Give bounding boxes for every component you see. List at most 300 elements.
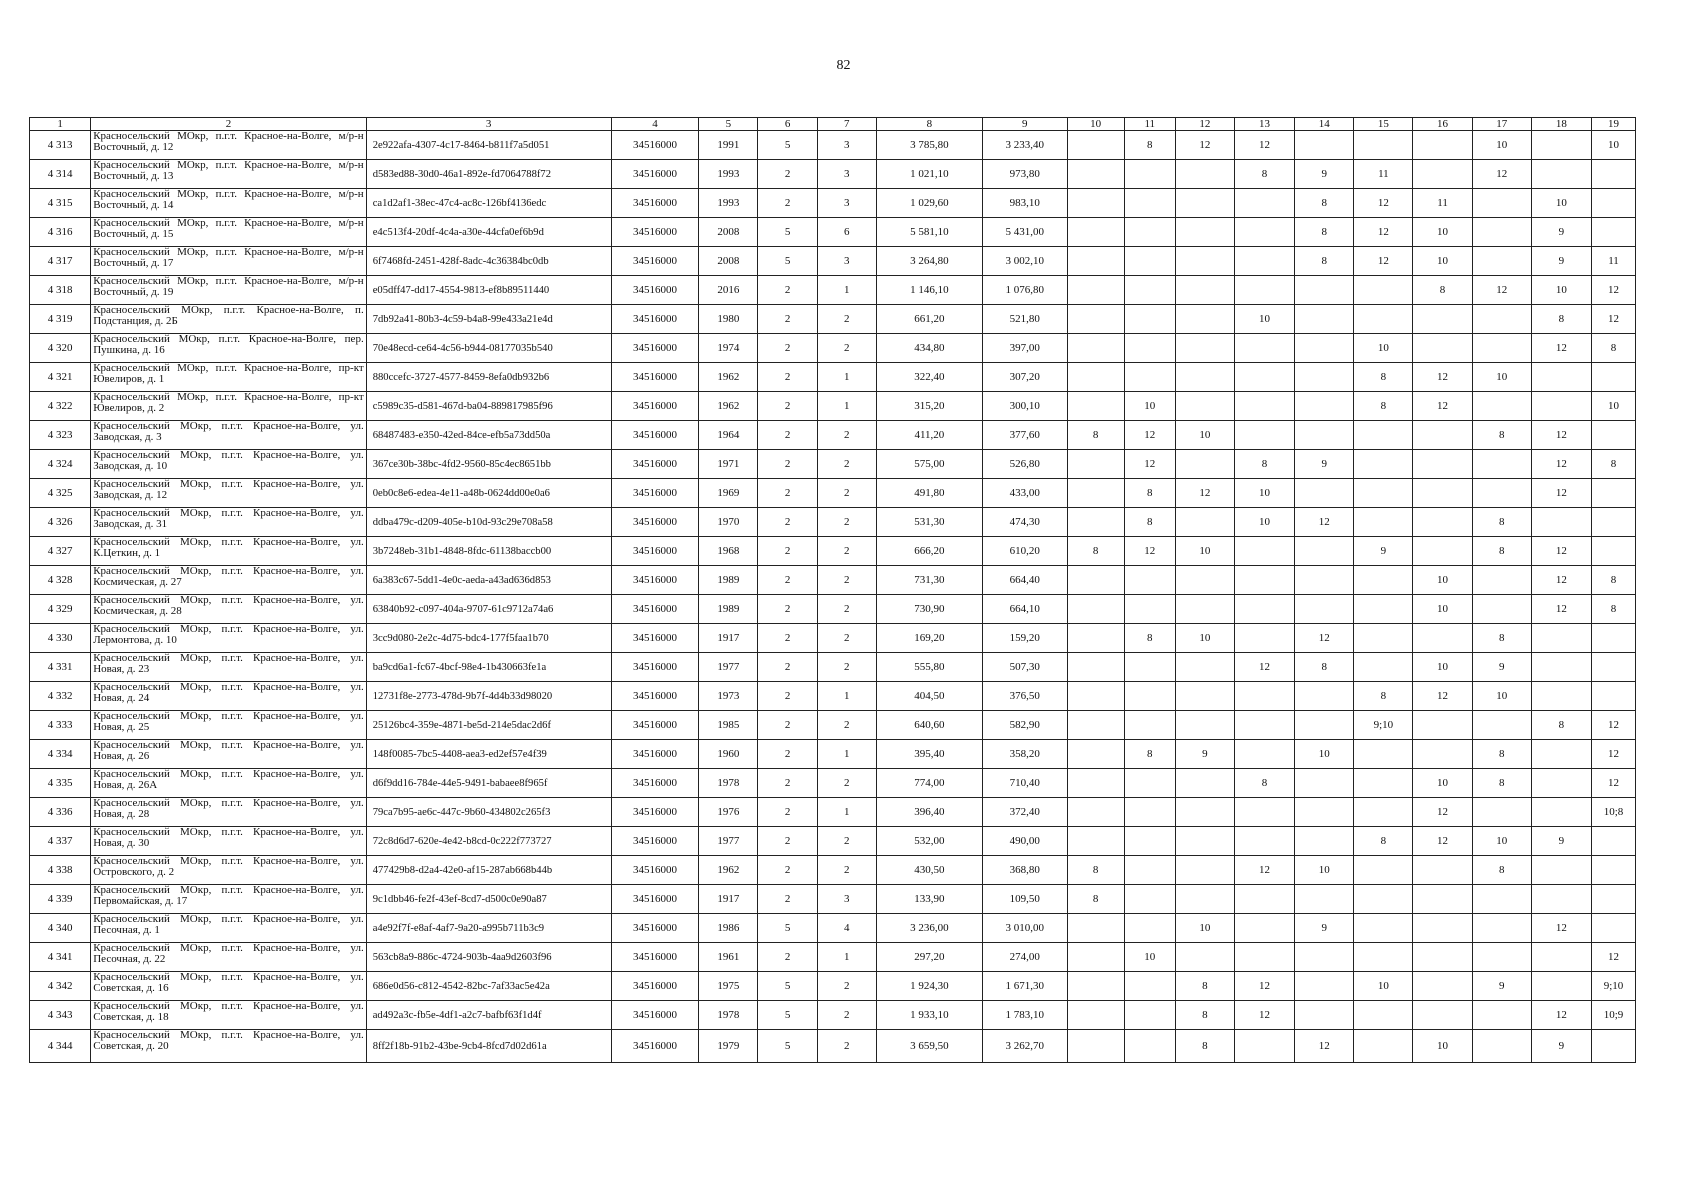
schedule-cell-col-18: 12 xyxy=(1531,1001,1591,1030)
schedule-cell-col-12 xyxy=(1175,218,1234,247)
schedule-cell-col-19: 12 xyxy=(1591,769,1635,798)
total-area-cell: 430,50 xyxy=(876,856,982,885)
living-area-cell: 664,40 xyxy=(982,566,1067,595)
year-built-cell: 1917 xyxy=(699,624,758,653)
entrances-cell: 2 xyxy=(817,972,876,1001)
schedule-cell-col-16: 10 xyxy=(1413,1030,1472,1063)
oktmo-code-cell: 34516000 xyxy=(611,1030,699,1063)
schedule-cell-col-14 xyxy=(1295,131,1354,160)
schedule-cell-col-16 xyxy=(1413,972,1472,1001)
schedule-cell-col-16 xyxy=(1413,334,1472,363)
year-built-cell: 1977 xyxy=(699,827,758,856)
row-number: 4 329 xyxy=(30,595,91,624)
schedule-cell-col-12: 10 xyxy=(1175,624,1234,653)
table-row xyxy=(30,798,1636,827)
schedule-cell-col-16: 12 xyxy=(1413,827,1472,856)
schedule-cell-col-12 xyxy=(1175,856,1234,885)
floors-cell: 2 xyxy=(758,508,817,537)
guid-cell: 148f0085-7bc5-4408-aea3-ed2ef57e4f39 xyxy=(366,740,611,769)
schedule-cell-col-15 xyxy=(1354,624,1413,653)
schedule-cell-col-12: 9 xyxy=(1175,740,1234,769)
schedule-cell-col-18 xyxy=(1531,160,1591,189)
schedule-cell-col-13: 12 xyxy=(1234,972,1294,1001)
oktmo-code-cell: 34516000 xyxy=(611,711,699,740)
total-area-cell: 3 236,00 xyxy=(876,914,982,943)
schedule-cell-col-12 xyxy=(1175,247,1234,276)
schedule-cell-col-10 xyxy=(1067,1030,1124,1063)
schedule-cell-col-14 xyxy=(1295,392,1354,421)
schedule-cell-col-12: 8 xyxy=(1175,1030,1234,1063)
year-built-cell: 1962 xyxy=(699,392,758,421)
entrances-cell: 3 xyxy=(817,160,876,189)
year-built-cell: 1978 xyxy=(699,769,758,798)
schedule-cell-col-15 xyxy=(1354,885,1413,914)
schedule-cell-col-11: 10 xyxy=(1124,392,1175,421)
schedule-cell-col-18: 9 xyxy=(1531,827,1591,856)
row-number: 4 341 xyxy=(30,943,91,972)
guid-cell: ddba479c-d209-405e-b10d-93c29e708a58 xyxy=(366,508,611,537)
schedule-cell-col-17: 8 xyxy=(1472,624,1531,653)
schedule-cell-col-18: 10 xyxy=(1531,276,1591,305)
living-area-cell: 1 076,80 xyxy=(982,276,1067,305)
schedule-cell-col-15 xyxy=(1354,1030,1413,1063)
column-number-18: 18 xyxy=(1531,118,1591,131)
entrances-cell: 2 xyxy=(817,595,876,624)
entrances-cell: 2 xyxy=(817,856,876,885)
schedule-cell-col-16 xyxy=(1413,711,1472,740)
living-area-cell: 3 002,10 xyxy=(982,247,1067,276)
table-row xyxy=(30,537,1636,566)
schedule-cell-col-19: 10;9 xyxy=(1591,1001,1635,1030)
table-row xyxy=(30,247,1636,276)
schedule-cell-col-15: 8 xyxy=(1354,363,1413,392)
oktmo-code-cell: 34516000 xyxy=(611,160,699,189)
column-number-3: 3 xyxy=(366,118,611,131)
schedule-cell-col-16 xyxy=(1413,914,1472,943)
row-number: 4 317 xyxy=(30,247,91,276)
entrances-cell: 1 xyxy=(817,363,876,392)
schedule-cell-col-10 xyxy=(1067,566,1124,595)
schedule-cell-col-13: 12 xyxy=(1234,856,1294,885)
address-cell: Красносельский МОкр, п.г.т. Красное-на-Волге, ул. Новая, д. 30 xyxy=(91,827,366,856)
address-cell: Красносельский МОкр, п.г.т. Красное-на-Волге, пр-кт Ювелиров, д. 2 xyxy=(91,392,366,421)
schedule-cell-col-18 xyxy=(1531,740,1591,769)
column-number-10: 10 xyxy=(1067,118,1124,131)
row-number: 4 336 xyxy=(30,798,91,827)
schedule-cell-col-11 xyxy=(1124,595,1175,624)
schedule-cell-col-19: 8 xyxy=(1591,595,1635,624)
schedule-cell-col-18 xyxy=(1531,653,1591,682)
living-area-cell: 372,40 xyxy=(982,798,1067,827)
floors-cell: 2 xyxy=(758,856,817,885)
row-number: 4 337 xyxy=(30,827,91,856)
table-row xyxy=(30,1001,1636,1030)
row-number: 4 322 xyxy=(30,392,91,421)
schedule-cell-col-11: 12 xyxy=(1124,537,1175,566)
living-area-cell: 521,80 xyxy=(982,305,1067,334)
living-area-cell: 983,10 xyxy=(982,189,1067,218)
schedule-cell-col-18 xyxy=(1531,943,1591,972)
schedule-cell-col-17 xyxy=(1472,450,1531,479)
entrances-cell: 2 xyxy=(817,769,876,798)
schedule-cell-col-12 xyxy=(1175,798,1234,827)
schedule-cell-col-18 xyxy=(1531,363,1591,392)
schedule-cell-col-12 xyxy=(1175,334,1234,363)
year-built-cell: 1961 xyxy=(699,943,758,972)
schedule-cell-col-13 xyxy=(1234,624,1294,653)
oktmo-code-cell: 34516000 xyxy=(611,682,699,711)
total-area-cell: 1 029,60 xyxy=(876,189,982,218)
address-cell: Красносельский МОкр, п.г.т. Красное-на-Волге, ул. Новая, д. 23 xyxy=(91,653,366,682)
schedule-cell-col-15: 8 xyxy=(1354,827,1413,856)
schedule-cell-col-16: 10 xyxy=(1413,247,1472,276)
schedule-cell-col-17: 8 xyxy=(1472,740,1531,769)
schedule-cell-col-19: 10 xyxy=(1591,392,1635,421)
schedule-cell-col-13: 8 xyxy=(1234,769,1294,798)
year-built-cell: 2016 xyxy=(699,276,758,305)
schedule-cell-col-15: 8 xyxy=(1354,682,1413,711)
schedule-cell-col-14 xyxy=(1295,421,1354,450)
schedule-cell-col-14 xyxy=(1295,1001,1354,1030)
oktmo-code-cell: 34516000 xyxy=(611,885,699,914)
schedule-cell-col-17 xyxy=(1472,1001,1531,1030)
total-area-cell: 640,60 xyxy=(876,711,982,740)
total-area-cell: 1 021,10 xyxy=(876,160,982,189)
guid-cell: c5989c35-d581-467d-ba04-889817985f96 xyxy=(366,392,611,421)
schedule-cell-col-13 xyxy=(1234,711,1294,740)
schedule-cell-col-14 xyxy=(1295,798,1354,827)
year-built-cell: 1971 xyxy=(699,450,758,479)
schedule-cell-col-11 xyxy=(1124,189,1175,218)
table-row xyxy=(30,769,1636,798)
guid-cell: 563cb8a9-886c-4724-903b-4aa9d2603f96 xyxy=(366,943,611,972)
column-number-7: 7 xyxy=(817,118,876,131)
guid-cell: e4c513f4-20df-4c4a-a30e-44cfa0ef6b9d xyxy=(366,218,611,247)
schedule-cell-col-11: 8 xyxy=(1124,131,1175,160)
living-area-cell: 710,40 xyxy=(982,769,1067,798)
schedule-cell-col-10 xyxy=(1067,189,1124,218)
year-built-cell: 1993 xyxy=(699,189,758,218)
schedule-cell-col-19 xyxy=(1591,537,1635,566)
schedule-cell-col-18: 12 xyxy=(1531,450,1591,479)
address-cell: Красносельский МОкр, п.г.т. Красное-на-Волге, пр-кт Ювелиров, д. 1 xyxy=(91,363,366,392)
row-number: 4 331 xyxy=(30,653,91,682)
schedule-cell-col-17: 8 xyxy=(1472,421,1531,450)
schedule-cell-col-17: 8 xyxy=(1472,508,1531,537)
schedule-cell-col-18: 8 xyxy=(1531,305,1591,334)
schedule-cell-col-12: 8 xyxy=(1175,1001,1234,1030)
schedule-cell-col-16 xyxy=(1413,943,1472,972)
guid-cell: 686e0d56-c812-4542-82bc-7af33ac5e42a xyxy=(366,972,611,1001)
living-area-cell: 5 431,00 xyxy=(982,218,1067,247)
year-built-cell: 2008 xyxy=(699,247,758,276)
schedule-cell-col-17 xyxy=(1472,189,1531,218)
schedule-cell-col-12 xyxy=(1175,508,1234,537)
schedule-cell-col-13 xyxy=(1234,537,1294,566)
schedule-cell-col-19: 8 xyxy=(1591,450,1635,479)
schedule-cell-col-15 xyxy=(1354,914,1413,943)
schedule-cell-col-16: 10 xyxy=(1413,595,1472,624)
living-area-cell: 376,50 xyxy=(982,682,1067,711)
total-area-cell: 1 924,30 xyxy=(876,972,982,1001)
table-row xyxy=(30,624,1636,653)
schedule-cell-col-18 xyxy=(1531,682,1591,711)
schedule-cell-col-19: 8 xyxy=(1591,566,1635,595)
schedule-cell-col-10: 8 xyxy=(1067,537,1124,566)
schedule-cell-col-13 xyxy=(1234,595,1294,624)
guid-cell: a4e92f7f-e8af-4af7-9a20-a995b711b3c9 xyxy=(366,914,611,943)
oktmo-code-cell: 34516000 xyxy=(611,740,699,769)
schedule-cell-col-17 xyxy=(1472,218,1531,247)
schedule-cell-col-14: 8 xyxy=(1295,189,1354,218)
row-number: 4 324 xyxy=(30,450,91,479)
living-area-cell: 274,00 xyxy=(982,943,1067,972)
schedule-cell-col-14 xyxy=(1295,595,1354,624)
column-number-14: 14 xyxy=(1295,118,1354,131)
schedule-cell-col-13 xyxy=(1234,1030,1294,1063)
schedule-cell-col-18 xyxy=(1531,624,1591,653)
floors-cell: 2 xyxy=(758,769,817,798)
floors-cell: 2 xyxy=(758,334,817,363)
schedule-cell-col-14 xyxy=(1295,305,1354,334)
schedule-cell-col-11 xyxy=(1124,972,1175,1001)
address-cell: Красносельский МОкр, п.г.т. Красное-на-Волге, м/р-н Восточный, д. 12 xyxy=(91,131,366,160)
living-area-cell: 109,50 xyxy=(982,885,1067,914)
schedule-cell-col-14: 10 xyxy=(1295,856,1354,885)
schedule-cell-col-18 xyxy=(1531,392,1591,421)
schedule-cell-col-19 xyxy=(1591,653,1635,682)
guid-cell: 2e922afa-4307-4c17-8464-b811f7a5d051 xyxy=(366,131,611,160)
schedule-cell-col-14: 10 xyxy=(1295,740,1354,769)
guid-cell: d6f9dd16-784e-44e5-9491-babaee8f965f xyxy=(366,769,611,798)
schedule-cell-col-15: 12 xyxy=(1354,189,1413,218)
schedule-cell-col-18: 12 xyxy=(1531,595,1591,624)
schedule-cell-col-10 xyxy=(1067,508,1124,537)
schedule-cell-col-11 xyxy=(1124,682,1175,711)
schedule-cell-col-10 xyxy=(1067,450,1124,479)
housing-register-table xyxy=(29,117,1636,1063)
schedule-cell-col-11: 8 xyxy=(1124,624,1175,653)
table-row xyxy=(30,885,1636,914)
schedule-cell-col-13 xyxy=(1234,914,1294,943)
column-number-16: 16 xyxy=(1413,118,1472,131)
schedule-cell-col-10 xyxy=(1067,740,1124,769)
entrances-cell: 2 xyxy=(817,1001,876,1030)
schedule-cell-col-18: 12 xyxy=(1531,479,1591,508)
schedule-cell-col-17: 12 xyxy=(1472,160,1531,189)
row-number: 4 339 xyxy=(30,885,91,914)
schedule-cell-col-10 xyxy=(1067,363,1124,392)
total-area-cell: 1 933,10 xyxy=(876,1001,982,1030)
oktmo-code-cell: 34516000 xyxy=(611,595,699,624)
oktmo-code-cell: 34516000 xyxy=(611,305,699,334)
schedule-cell-col-12: 10 xyxy=(1175,537,1234,566)
floors-cell: 2 xyxy=(758,160,817,189)
entrances-cell: 1 xyxy=(817,682,876,711)
total-area-cell: 730,90 xyxy=(876,595,982,624)
guid-cell: 8ff2f18b-91b2-43be-9cb4-8fcd7d02d61a xyxy=(366,1030,611,1063)
entrances-cell: 2 xyxy=(817,1030,876,1063)
address-cell: Красносельский МОкр, п.г.т. Красное-на-Волге, м/р-н Восточный, д. 14 xyxy=(91,189,366,218)
guid-cell: 12731f8e-2773-478d-9b7f-4d4b33d98020 xyxy=(366,682,611,711)
table-row xyxy=(30,856,1636,885)
year-built-cell: 1969 xyxy=(699,479,758,508)
oktmo-code-cell: 34516000 xyxy=(611,624,699,653)
row-number: 4 338 xyxy=(30,856,91,885)
schedule-cell-col-12 xyxy=(1175,189,1234,218)
schedule-cell-col-11 xyxy=(1124,160,1175,189)
schedule-cell-col-16 xyxy=(1413,479,1472,508)
schedule-cell-col-12 xyxy=(1175,827,1234,856)
year-built-cell: 1973 xyxy=(699,682,758,711)
schedule-cell-col-19 xyxy=(1591,363,1635,392)
year-built-cell: 1989 xyxy=(699,566,758,595)
schedule-cell-col-12: 12 xyxy=(1175,131,1234,160)
table-row xyxy=(30,334,1636,363)
schedule-cell-col-10 xyxy=(1067,1001,1124,1030)
schedule-cell-col-11 xyxy=(1124,653,1175,682)
schedule-cell-col-19: 11 xyxy=(1591,247,1635,276)
table-row xyxy=(30,566,1636,595)
schedule-cell-col-11 xyxy=(1124,276,1175,305)
schedule-cell-col-13: 10 xyxy=(1234,305,1294,334)
schedule-cell-col-19 xyxy=(1591,885,1635,914)
schedule-cell-col-17: 8 xyxy=(1472,537,1531,566)
schedule-cell-col-15: 10 xyxy=(1354,972,1413,1001)
year-built-cell: 1986 xyxy=(699,914,758,943)
table-row xyxy=(30,450,1636,479)
floors-cell: 2 xyxy=(758,624,817,653)
entrances-cell: 2 xyxy=(817,305,876,334)
row-number: 4 344 xyxy=(30,1030,91,1063)
schedule-cell-col-16 xyxy=(1413,885,1472,914)
guid-cell: ba9cd6a1-fc67-4bcf-98e4-1b430663fe1a xyxy=(366,653,611,682)
address-cell: Красносельский МОкр, п.г.т. Красное-на-Волге, ул. Песочная, д. 1 xyxy=(91,914,366,943)
column-number-1: 1 xyxy=(30,118,91,131)
schedule-cell-col-13 xyxy=(1234,363,1294,392)
living-area-cell: 159,20 xyxy=(982,624,1067,653)
entrances-cell: 2 xyxy=(817,537,876,566)
entrances-cell: 2 xyxy=(817,334,876,363)
schedule-cell-col-14 xyxy=(1295,479,1354,508)
schedule-cell-col-12: 12 xyxy=(1175,479,1234,508)
schedule-cell-col-11 xyxy=(1124,1001,1175,1030)
year-built-cell: 1968 xyxy=(699,537,758,566)
column-number-4: 4 xyxy=(611,118,699,131)
total-area-cell: 1 146,10 xyxy=(876,276,982,305)
schedule-cell-col-15 xyxy=(1354,856,1413,885)
schedule-cell-col-17: 10 xyxy=(1472,131,1531,160)
floors-cell: 2 xyxy=(758,189,817,218)
schedule-cell-col-12 xyxy=(1175,682,1234,711)
schedule-cell-col-10 xyxy=(1067,914,1124,943)
oktmo-code-cell: 34516000 xyxy=(611,218,699,247)
row-number: 4 319 xyxy=(30,305,91,334)
row-number: 4 320 xyxy=(30,334,91,363)
schedule-cell-col-19 xyxy=(1591,218,1635,247)
row-number: 4 315 xyxy=(30,189,91,218)
entrances-cell: 2 xyxy=(817,450,876,479)
living-area-cell: 490,00 xyxy=(982,827,1067,856)
address-cell: Красносельский МОкр, п.г.т. Красное-на-Волге, м/р-н Восточный, д. 15 xyxy=(91,218,366,247)
table-row xyxy=(30,160,1636,189)
schedule-cell-col-10 xyxy=(1067,276,1124,305)
year-built-cell: 1991 xyxy=(699,131,758,160)
year-built-cell: 1985 xyxy=(699,711,758,740)
schedule-cell-col-11 xyxy=(1124,566,1175,595)
floors-cell: 2 xyxy=(758,421,817,450)
entrances-cell: 1 xyxy=(817,276,876,305)
schedule-cell-col-16: 11 xyxy=(1413,189,1472,218)
schedule-cell-col-17 xyxy=(1472,798,1531,827)
schedule-cell-col-13 xyxy=(1234,827,1294,856)
address-cell: Красносельский МОкр, п.г.т. Красное-на-Волге, ул. Новая, д. 28 xyxy=(91,798,366,827)
schedule-cell-col-16 xyxy=(1413,160,1472,189)
oktmo-code-cell: 34516000 xyxy=(611,914,699,943)
living-area-cell: 1 783,10 xyxy=(982,1001,1067,1030)
row-number: 4 330 xyxy=(30,624,91,653)
year-built-cell: 1975 xyxy=(699,972,758,1001)
address-cell: Красносельский МОкр, п.г.т. Красное-на-Волге, пер. Пушкина, д. 16 xyxy=(91,334,366,363)
schedule-cell-col-13 xyxy=(1234,276,1294,305)
year-built-cell: 1917 xyxy=(699,885,758,914)
row-number: 4 340 xyxy=(30,914,91,943)
schedule-cell-col-13: 8 xyxy=(1234,160,1294,189)
floors-cell: 2 xyxy=(758,711,817,740)
oktmo-code-cell: 34516000 xyxy=(611,798,699,827)
schedule-cell-col-14 xyxy=(1295,363,1354,392)
address-cell: Красносельский МОкр, п.г.т. Красное-на-Волге, ул. Советская, д. 16 xyxy=(91,972,366,1001)
entrances-cell: 3 xyxy=(817,189,876,218)
schedule-cell-col-13 xyxy=(1234,943,1294,972)
living-area-cell: 307,20 xyxy=(982,363,1067,392)
schedule-cell-col-14: 8 xyxy=(1295,247,1354,276)
floors-cell: 2 xyxy=(758,276,817,305)
schedule-cell-col-15: 8 xyxy=(1354,392,1413,421)
entrances-cell: 1 xyxy=(817,943,876,972)
schedule-cell-col-19 xyxy=(1591,421,1635,450)
schedule-cell-col-16 xyxy=(1413,1001,1472,1030)
living-area-cell: 582,90 xyxy=(982,711,1067,740)
guid-cell: 25126bc4-359e-4871-be5d-214e5dac2d6f xyxy=(366,711,611,740)
schedule-cell-col-19: 10;8 xyxy=(1591,798,1635,827)
schedule-cell-col-17 xyxy=(1472,392,1531,421)
schedule-cell-col-17: 9 xyxy=(1472,972,1531,1001)
schedule-cell-col-17 xyxy=(1472,566,1531,595)
row-number: 4 314 xyxy=(30,160,91,189)
oktmo-code-cell: 34516000 xyxy=(611,189,699,218)
year-built-cell: 1989 xyxy=(699,595,758,624)
schedule-cell-col-17 xyxy=(1472,885,1531,914)
schedule-cell-col-16: 10 xyxy=(1413,653,1472,682)
schedule-cell-col-19 xyxy=(1591,189,1635,218)
schedule-cell-col-11 xyxy=(1124,363,1175,392)
schedule-cell-col-10 xyxy=(1067,711,1124,740)
schedule-cell-col-15 xyxy=(1354,276,1413,305)
schedule-cell-col-18 xyxy=(1531,972,1591,1001)
floors-cell: 2 xyxy=(758,740,817,769)
schedule-cell-col-11 xyxy=(1124,798,1175,827)
schedule-cell-col-16 xyxy=(1413,450,1472,479)
guid-cell: 72c8d6d7-620e-4e42-b8cd-0c222f773727 xyxy=(366,827,611,856)
schedule-cell-col-14 xyxy=(1295,682,1354,711)
total-area-cell: 169,20 xyxy=(876,624,982,653)
schedule-cell-col-15: 11 xyxy=(1354,160,1413,189)
schedule-cell-col-19 xyxy=(1591,1030,1635,1063)
schedule-cell-col-13 xyxy=(1234,189,1294,218)
oktmo-code-cell: 34516000 xyxy=(611,392,699,421)
floors-cell: 2 xyxy=(758,798,817,827)
